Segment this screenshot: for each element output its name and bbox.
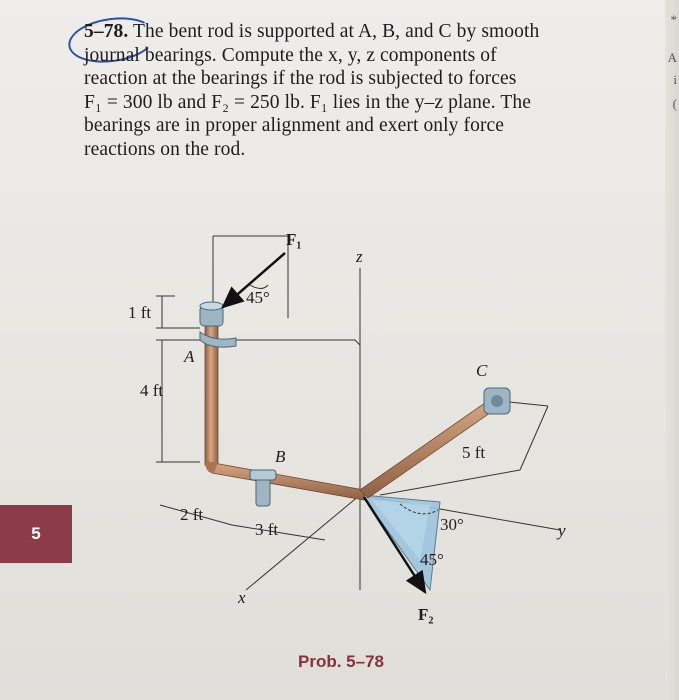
- bearing-a: [200, 302, 236, 347]
- edge-glyph: A: [667, 50, 677, 65]
- rod-bc-segment: [208, 462, 364, 500]
- y-axis-label: y: [558, 521, 566, 540]
- plane-top-edge: [228, 340, 360, 345]
- bearing-a-label: A: [184, 347, 195, 366]
- problem-line: reaction at the bearings if the rod is subjected to forces: [84, 68, 517, 89]
- problem-text-line: The bent rod is supported at A, B, and C by smooth: [133, 21, 540, 42]
- f1-label: F₁: [286, 230, 302, 249]
- dim-4ft-label: 4 ft: [140, 381, 164, 400]
- problem-line: bearings are in proper alignment and exert only force: [84, 115, 505, 136]
- x-axis: [246, 495, 360, 590]
- dimension-lines: [156, 296, 325, 540]
- bent-rod: [205, 320, 500, 500]
- dim-1ft-label: 1 ft: [128, 303, 152, 322]
- problem-line: reactions on the rod.: [84, 138, 246, 160]
- x-axis-label: x: [238, 588, 246, 607]
- problem-line: journal bearings. Compute the x, y, z components of: [84, 44, 497, 66]
- angle-f2-45-label: 45°: [420, 550, 444, 569]
- z-axis-label: z: [356, 247, 363, 266]
- figure-caption: Prob. 5–78: [298, 652, 384, 671]
- angle-f2-30-label: 30°: [440, 515, 464, 534]
- edge-glyph: i: [673, 72, 677, 87]
- dim-2ft-label: 2 ft: [180, 505, 204, 524]
- angle-f1-label: 45°: [246, 288, 270, 307]
- dim-5ft-label: 5 ft: [462, 443, 486, 462]
- problem-line: F₁ = 300 lb and F₂ = 250 lb. F₁ lies in the y–z plane. The: [84, 91, 532, 113]
- chapter-tab: 5: [0, 505, 72, 563]
- bearing-c-label: C: [476, 361, 488, 380]
- edge-glyph: (: [672, 96, 677, 111]
- bearing-b-label: B: [275, 447, 286, 466]
- edge-glyph: *: [670, 12, 677, 27]
- f2-label: F₂: [418, 605, 434, 624]
- dim-3ft-line: [232, 525, 325, 540]
- bearing-b: [250, 470, 276, 506]
- dim-3ft-label: 3 ft: [255, 520, 279, 539]
- problem-number: 5–78.: [84, 21, 129, 42]
- c-dim-line: [520, 406, 548, 470]
- bearing-c: [484, 388, 510, 414]
